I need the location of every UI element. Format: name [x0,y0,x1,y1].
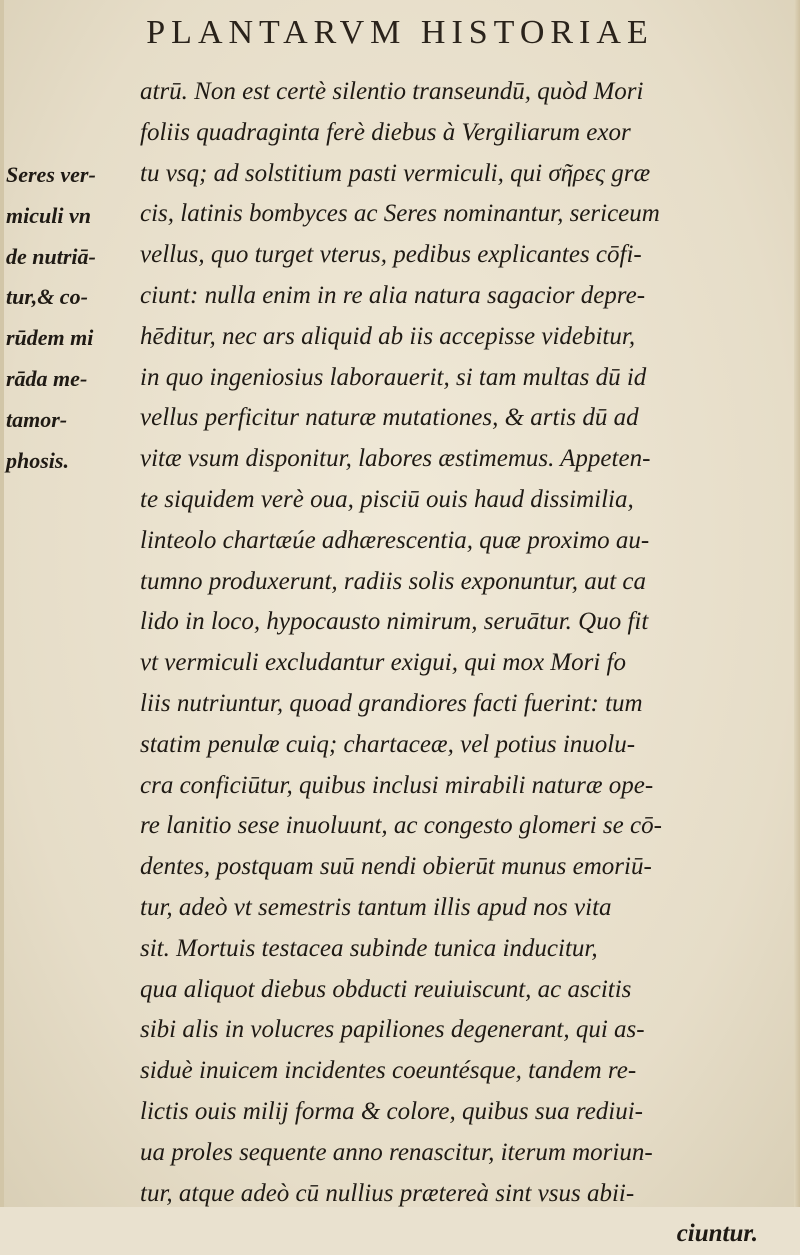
text-line: foliis quadraginta ferè diebus à Vergiliarum exor [140,118,631,146]
text-line: hēditur, nec ars aliquid ab iis accepisse videbitur, [140,322,636,350]
text-line: in quo ingeniosius laborauerit, si tam multas dū id [140,363,647,391]
text-line: re lanitio sese inuoluunt, ac congesto glomeri se cō- [140,812,662,840]
text-line: vellus perficitur naturæ mutationes, & artis dū ad [140,404,639,432]
text-line: linteolo chartæúe adhærescentia, quæ proximo au- [140,526,650,554]
margin-note-line: phosis. [6,447,69,473]
text-line: cra conficiūtur, quibus inclusi mirabili naturæ ope- [140,771,654,799]
margin-note [6,155,146,481]
text-line: tur, adeò vt semestris tantum illis apud nos vita [140,893,612,921]
text-line-catchword: ciuntur. [676,1220,758,1248]
page-right-edge [794,0,800,1207]
margin-note-line: rūdem mi [6,325,94,351]
margin-note-line: tamor- [6,406,68,432]
text-line: tur, atque adeò cū nullius prætereà sint vsus abii- [140,1179,635,1207]
text-line: sit. Mortuis testacea subinde tunica inducitur, [140,934,598,962]
margin-note-line: de nutriā- [6,243,96,269]
text-line: ciunt: nulla enim in re alia natura sagacior depre- [140,281,646,309]
margin-note-line: Seres ver- [6,162,96,187]
text-line: te siquidem verè oua, pisciū ouis haud dissimilia, [140,485,634,513]
text-line: dentes, postquam suū nendi obierūt munus emoriū- [140,853,652,881]
text-line: lido in loco, hypocausto nimirum, seruātur. Quo fit [140,608,649,636]
text-line: tu vsq; ad solstitium pasti vermiculi, qui σῆρες græ [140,159,651,187]
margin-note-line: rāda me- [6,365,88,391]
text-line: qua aliquot diebus obducti reuiuiscunt, ac ascitis [140,975,632,1003]
text-line: siduè inuicem incidentes coeuntésque, tandem re- [140,1057,637,1085]
text-line: sibi alis in volucres papiliones degenerant, qui as- [140,1016,645,1044]
text-line: liis nutriuntur, quoad grandiores facti fuerint: tum [140,689,643,717]
body-text [140,72,770,1255]
text-line: cis, latinis bombyces ac Seres nominantur, sericeum [140,200,660,228]
text-line: vitæ vsum disponitur, labores æstimemus. Appeten- [140,445,651,473]
running-head: PLANTARVM HISTORIAE [146,14,654,51]
text-line: ua proles sequente anno renascitur, iterum moriun- [140,1138,653,1166]
text-line: tumno produxerunt, radiis solis exponuntur, aut ca [140,567,647,595]
margin-note-line: tur,& co- [6,284,88,310]
text-line: statim penulæ cuiq; chartaceæ, vel potius inuolu- [140,730,636,758]
page-left-edge [0,0,4,1207]
text-line: lictis ouis milij forma & colore, quibus sua rediui- [140,1097,644,1125]
text-line: atrū. Non est certè silentio transeundū, quòd Mori [140,78,644,105]
margin-note-line: miculi vn [6,202,91,228]
text-line: vellus, quo turget vterus, pedibus explicantes cōfi- [140,241,642,269]
text-line: vt vermiculi excludantur exigui, qui mox Mori fo [140,649,626,677]
